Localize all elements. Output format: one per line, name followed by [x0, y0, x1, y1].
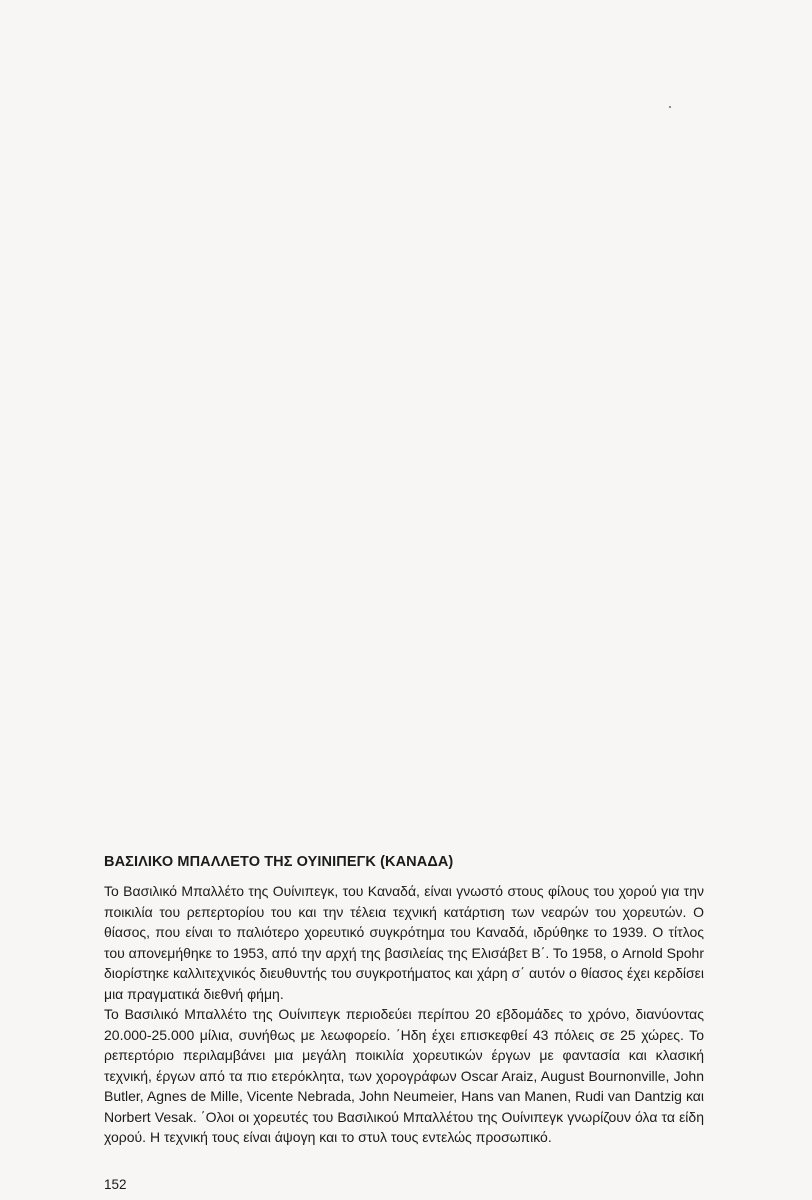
article-paragraph: Το Βασιλικό Μπαλλέτο της Ουίνιπεγκ, του Καναδά, είναι γνωστό στους φίλους του χορού για την ποικιλία του ρεπερτορίου του και την τέλεια τεχνική κατάρτιση των νεαρών του χορευτών. Ο θίασος, που είναι το παλιότερο χορευτικό συγκρότημα του Καναδά, ιδρύθηκε το 1939. Ο τίτλος του απονεμήθηκε το 1953, από την αρχή της βασιλείας της Ελισάβετ Β΄. Το 1958, ο Arnold Spohr διορίστηκε καλλιτεχνικός διευθυντής του συγκροτήματος και χάρη σ΄ αυτόν ο θίασος έχει κερδίσει μια πραγματικά διεθνή φήμη. [104, 883, 704, 1002]
article-title: ΒΑΣΙΛΙΚΟ ΜΠΑΛΛΕΤΟ ΤΗΣ ΟΥΙΝΙΠΕΓΚ (ΚΑΝΑΔΑ) [104, 854, 454, 870]
page-number: 152 [104, 1177, 127, 1192]
article-paragraph: Το Βασιλικό Μπαλλέτο της Ουίνιπεγκ περιοδεύει περίπου 20 εβδομάδες το χρόνο, διανύοντας 20.000-25.000 μίλια, συνήθως με λεωφορείο. ΄Ηδη έχει επισκεφθεί 43 πόλεις σε 25 χώρες. Το ρεπερτόριο περιλαμβάνει μια μεγάλη ποικιλία χορευτικών έργων με φαντασία και κλασική τεχνική, έργων από τα πιο ετερόκλητα, των χορογράφων Oscar Araiz, August Bournonville, John Butler, Agnes de Mille, Vicente Nebrada, John Neumeier, Hans van Manen, Rudi van Dantzig και Norbert Vesak. ΄Ολοι οι χορευτές του Βασιλικού Μπαλλέτου της Ουίνιπεγκ γνωρίζουν όλα τα είδη χορού. Η τεχνική τους είναι άψογη και το στυλ τους εντελώς προσωπικό. [104, 1006, 704, 1145]
article [104, 853, 704, 1148]
paper-speck [669, 106, 671, 108]
